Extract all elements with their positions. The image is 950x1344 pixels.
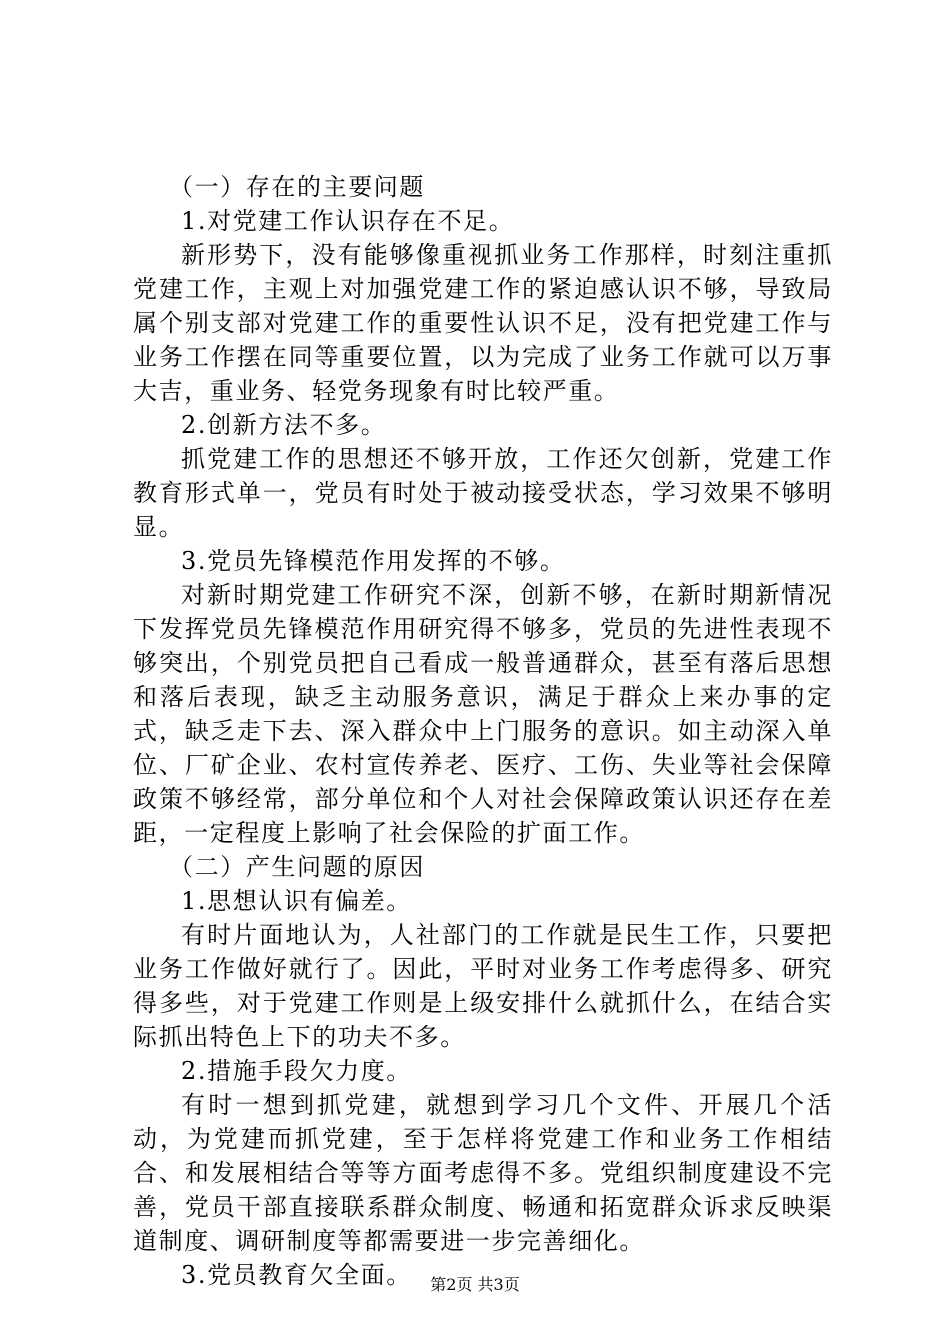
subheading-1-2: 2.创新方法不多。 — [181, 411, 387, 439]
paragraph-1-2: 抓党建工作的思想还不够开放，工作还欠创新，党建工作教育形式单一，党员有时处于被动接受状态，学习效果不够明显。 — [133, 445, 833, 541]
subheading-2-2: 2.措施手段欠力度。 — [181, 1057, 412, 1085]
paragraph-1-1: 新形势下，没有能够像重视抓业务工作那样，时刻注重抓党建工作，主观上对加强党建工作的紧迫感认识不够，导致局属个别支部对党建工作的重要性认识不足，没有把党建工作与业务工作摆在同等重要位置，以为完成了业务工作就可以万事大吉，重业务、轻党务现象有时比较严重。 — [133, 241, 833, 405]
subheading-1-1: 1.对党建工作认识存在不足。 — [181, 207, 515, 235]
section-heading-2: （二）产生问题的原因 — [169, 853, 425, 881]
page-number: 第2页 共3页 — [430, 1275, 520, 1294]
section-heading-1: （一）存在的主要问题 — [169, 173, 425, 201]
subheading-2-1: 1.思想认识有偏差。 — [181, 887, 412, 915]
subheading-1-3: 3.党员先锋模范作用发挥的不够。 — [181, 547, 566, 575]
paragraph-1-3: 对新时期党建工作研究不深，创新不够，在新时期新情况下发挥党员先锋模范作用研究得不够多，党员的先进性表现不够突出，个别党员把自己看成一般普通群众，甚至有落后思想和落后表现，缺乏主动服务意识，满足于群众上来办事的定式，缺乏走下去、深入群众中上门服务的意识。如主动深入单位、厂矿企业、农村宣传养老、医疗、工伤、失业等社会保障政策不够经常，部分单位和个人对社会保障政策认识还存在差距，一定程度上影响了社会保险的扩面工作。 — [133, 581, 833, 847]
subheading-2-3: 3.党员教育欠全面。 — [181, 1261, 412, 1289]
paragraph-2-1: 有时片面地认为，人社部门的工作就是民生工作，只要把业务工作做好就行了。因此，平时对业务工作考虑得多、研究得多些，对于党建工作则是上级安排什么就抓什么，在结合实际抓出特色上下的功夫不多。 — [133, 921, 833, 1051]
paragraph-2-2: 有时一想到抓党建，就想到学习几个文件、开展几个活动，为党建而抓党建，至于怎样将党建工作和业务工作相结合、和发展相结合等等方面考虑得不多。党组织制度建设不完善，党员干部直接联系群众制度、畅通和拓宽群众诉求反映渠道制度、调研制度等都需要进一步完善细化。 — [133, 1091, 833, 1255]
page-footer — [0, 1275, 950, 1295]
document-body — [133, 170, 833, 1292]
